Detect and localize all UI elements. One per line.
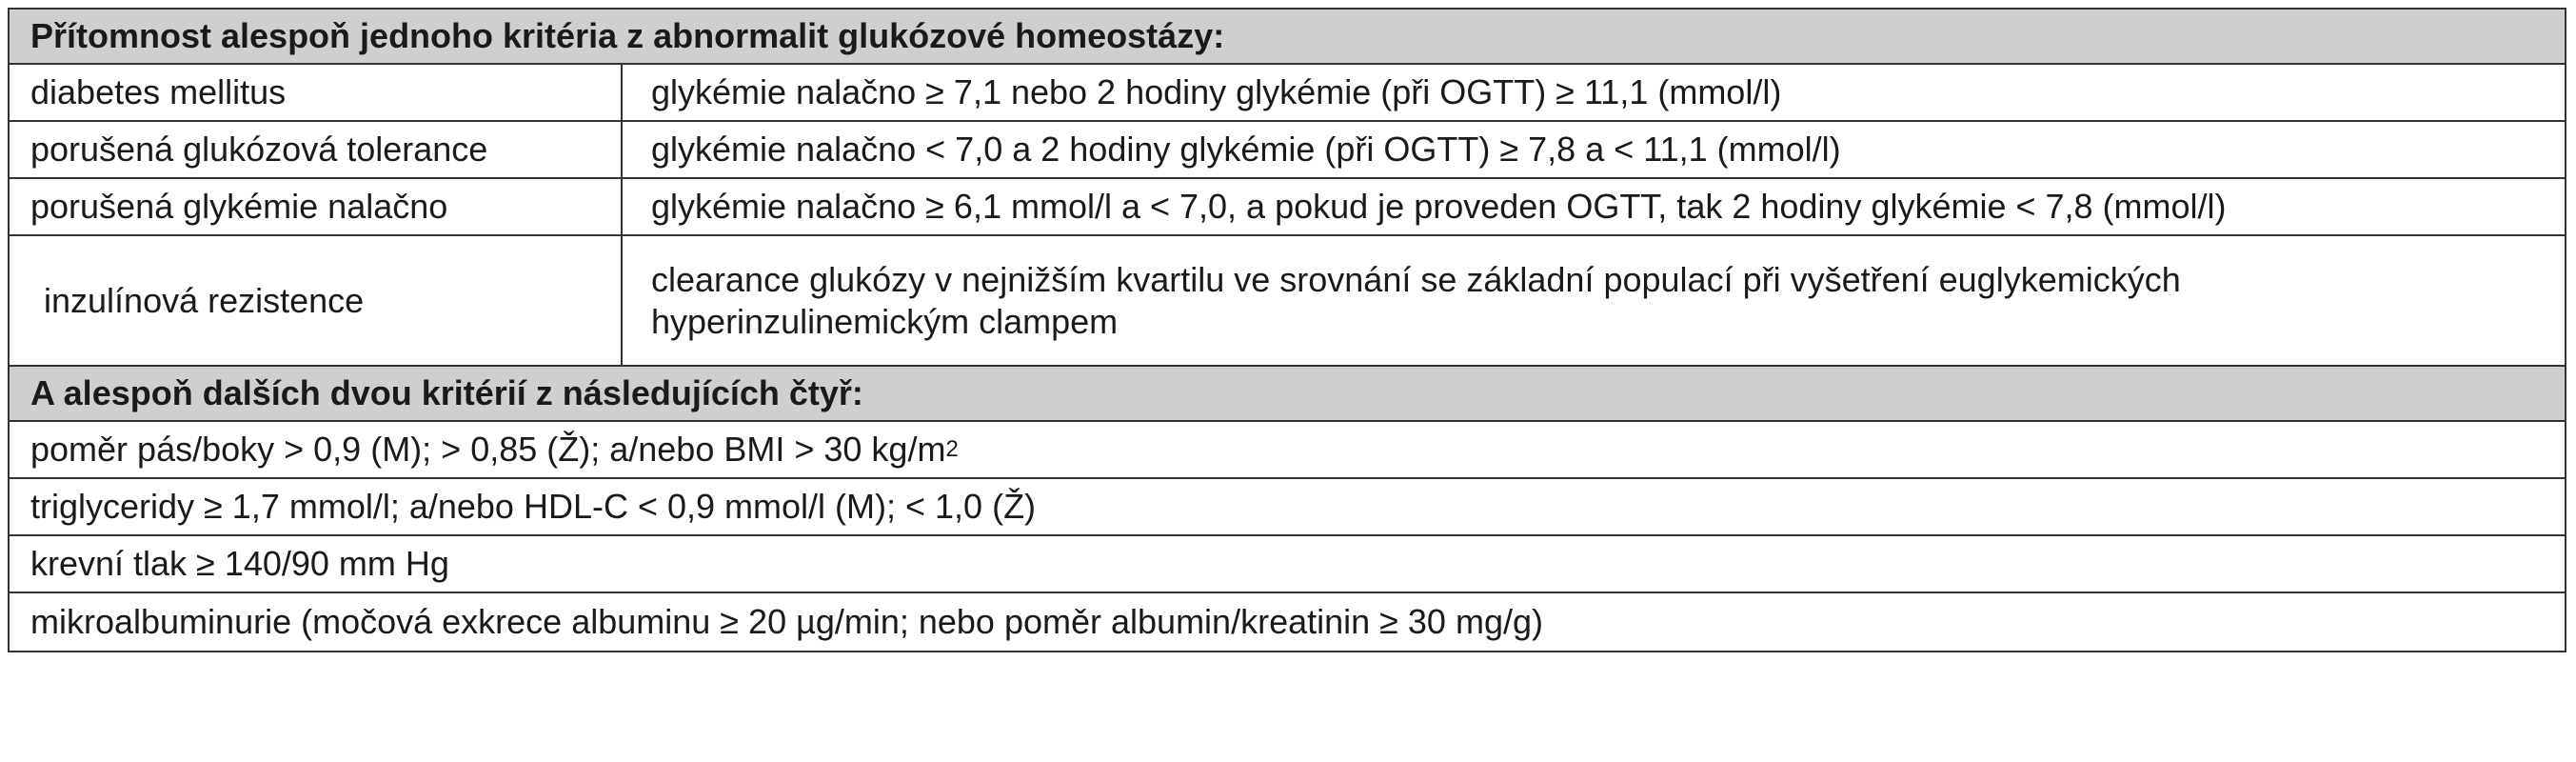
section-heading-glucose-text: Přítomnost alespoň jednoho kritéria z abnormalit glukózové homeostázy: bbox=[30, 16, 1225, 55]
criterion-label: porušená glykémie nalačno bbox=[10, 179, 623, 234]
criterion-value: glykémie nalačno < 7,0 a 2 hodiny glykémie (při OGTT) ≥ 7,8 a < 11,1 (mmol/l) bbox=[651, 130, 1841, 169]
additional-criterion: mikroalbuminurie (močová exkrece albuminu ≥ 20 µg/min; nebo poměr albumin/kreatinin ≥ 30 mg/g) bbox=[30, 602, 1543, 641]
table-row bbox=[10, 65, 2565, 122]
table-row bbox=[10, 236, 2565, 367]
criterion-label: inzulínová rezistence bbox=[10, 236, 623, 365]
criterion-value-line2: hyperinzulinemickým clampem bbox=[651, 301, 1119, 341]
section-heading-additional-text: A alespoň dalších dvou kritérií z následujících čtyř: bbox=[30, 373, 863, 412]
criterion-label: diabetes mellitus bbox=[10, 65, 623, 120]
additional-criterion: krevní tlak ≥ 140/90 mm Hg bbox=[30, 544, 449, 583]
criterion-label: porušená glukózová tolerance bbox=[10, 122, 623, 177]
criteria-table bbox=[8, 8, 2566, 652]
additional-criterion-text: poměr pás/boky > 0,9 (M); > 0,85 (Ž); a/nebo BMI > 30 kg/m bbox=[30, 430, 946, 469]
section-heading-additional bbox=[10, 367, 2565, 422]
table-row bbox=[10, 536, 2565, 593]
table-row bbox=[10, 122, 2565, 179]
section-heading-glucose bbox=[10, 10, 2565, 65]
criterion-value bbox=[623, 236, 2565, 365]
table-row bbox=[10, 179, 2565, 236]
criterion-value: glykémie nalačno ≥ 6,1 mmol/l a < 7,0, a pokud je proveden OGTT, tak 2 hodiny glykémie < 7,8 (mmol/l) bbox=[651, 187, 2227, 226]
table-row bbox=[10, 593, 2565, 651]
criterion-value-line1: clearance glukózy v nejnižším kvartilu ve srovnání se základní populací při vyšetření euglykemických bbox=[651, 259, 2181, 299]
table-row bbox=[10, 422, 2565, 479]
criterion-value: glykémie nalačno ≥ 7,1 nebo 2 hodiny glykémie (při OGTT) ≥ 11,1 (mmol/l) bbox=[651, 72, 1782, 111]
additional-criterion: poměr pás/boky > 0,9 (M); > 0,85 (Ž); a/nebo BMI > 30 kg/m 2 bbox=[30, 430, 959, 469]
additional-criterion: triglyceridy ≥ 1,7 mmol/l; a/nebo HDL-C < 0,9 mmol/l (M); < 1,0 (Ž) bbox=[30, 487, 1037, 526]
table-row bbox=[10, 479, 2565, 536]
